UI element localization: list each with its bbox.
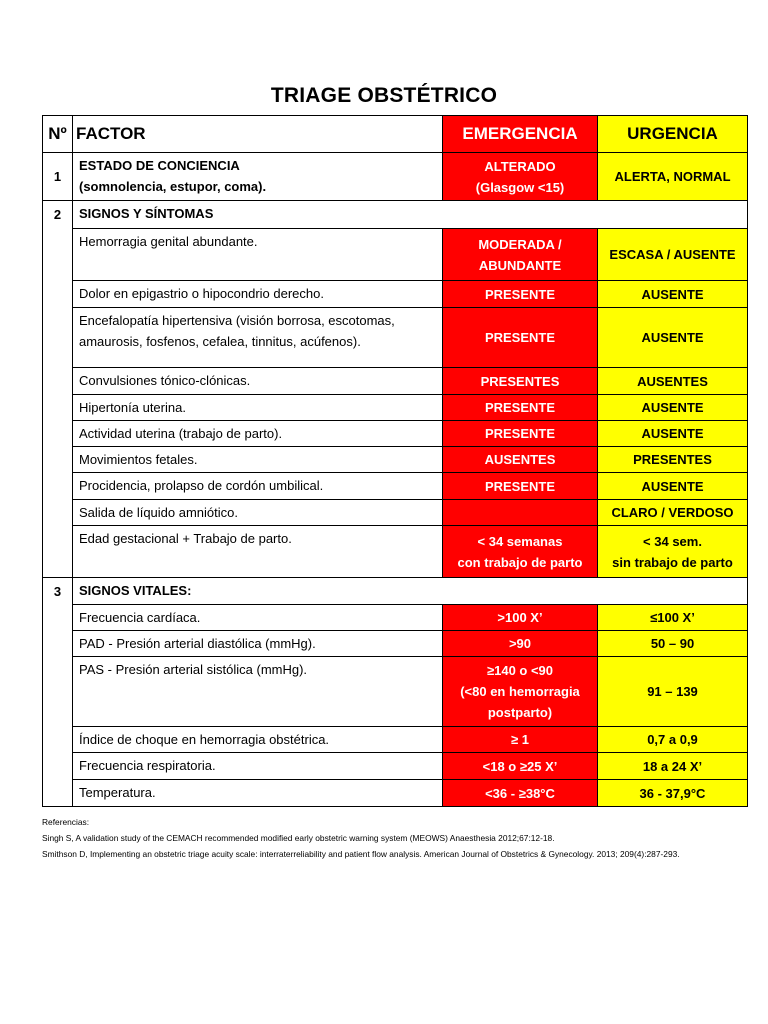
table-row bbox=[43, 368, 748, 395]
section-number: 2 bbox=[43, 201, 73, 229]
emergency-cell: <36 - ≥38°C bbox=[443, 780, 598, 807]
section-number: 1 bbox=[43, 153, 73, 201]
section-label: SIGNOS Y SÍNTOMAS bbox=[73, 201, 748, 229]
emergency-cell: AUSENTES bbox=[443, 447, 598, 473]
table-header-row bbox=[43, 116, 748, 153]
factor-cell: Encefalopatía hipertensiva (visión borrosa, escotomas, amaurosis, fosfenos, cefalea, tinnitus, acúfenos). bbox=[73, 308, 443, 368]
section-label: SIGNOS VITALES: bbox=[73, 578, 748, 605]
header-factor: FACTOR bbox=[73, 116, 443, 153]
urgency-cell: AUSENTE bbox=[598, 395, 748, 421]
emergency-cell: >100 X’ bbox=[443, 605, 598, 631]
emergency-cell: MODERADA / ABUNDANTE bbox=[443, 229, 598, 281]
table-row bbox=[43, 753, 748, 780]
urgency-line: < 34 sem. bbox=[643, 533, 702, 549]
emergency-line: con trabajo de parto bbox=[457, 554, 583, 570]
reference-item: Smithson D, Implementing an obstetric triage acuity scale: interraterreliability and patient flow analysis. American Journal of Obstetrics & Gynecology. 2013; 209(4):287-293. bbox=[42, 849, 680, 859]
factor-cell: Dolor en epigastrio o hipocondrio derecho. bbox=[73, 281, 443, 308]
factor-cell: Hemorragia genital abundante. bbox=[73, 229, 443, 281]
table-row bbox=[43, 421, 748, 447]
table-row bbox=[43, 526, 748, 578]
emergency-cell: ≥ 1 bbox=[443, 727, 598, 753]
header-urgency: URGENCIA bbox=[598, 116, 748, 153]
emergency-cell: PRESENTES bbox=[443, 368, 598, 395]
factor-cell: Convulsiones tónico-clónicas. bbox=[73, 368, 443, 395]
urgency-cell: 18 a 24 X’ bbox=[598, 753, 748, 780]
page-title: TRIAGE OBSTÉTRICO bbox=[270, 84, 498, 107]
factor-cell: Hipertonía uterina. bbox=[73, 395, 443, 421]
emergency-cell bbox=[443, 657, 598, 727]
section-number: 3 bbox=[43, 578, 73, 605]
urgency-cell: AUSENTE bbox=[598, 308, 748, 368]
emergency-line: ≥140 o <90 bbox=[486, 663, 554, 678]
table-row bbox=[43, 727, 748, 753]
factor-cell: Índice de choque en hemorragia obstétrica. bbox=[73, 727, 443, 753]
emergency-cell bbox=[443, 526, 598, 578]
urgency-cell: ESCASA / AUSENTE bbox=[598, 229, 748, 281]
section-header-row bbox=[43, 201, 748, 229]
factor-cell: Edad gestacional + Trabajo de parto. bbox=[73, 526, 443, 578]
section-header-row bbox=[43, 578, 748, 605]
emergency-line: (Glasgow <15) bbox=[475, 179, 565, 195]
emergency-cell: PRESENTE bbox=[443, 308, 598, 368]
urgency-cell: AUSENTE bbox=[598, 281, 748, 308]
emergency-line: ALTERADO bbox=[484, 158, 556, 174]
table-row bbox=[43, 229, 748, 281]
factor-line: (somnolencia, estupor, coma). bbox=[79, 179, 267, 194]
factor-line: ESTADO DE CONCIENCIA bbox=[79, 158, 240, 173]
urgency-line: sin trabajo de parto bbox=[612, 554, 733, 570]
factor-cell: Frecuencia respiratoria. bbox=[73, 753, 443, 780]
emergency-cell bbox=[443, 153, 598, 201]
table-row bbox=[43, 473, 748, 500]
urgency-cell: 50 – 90 bbox=[598, 631, 748, 657]
references-heading: Referencias: bbox=[42, 817, 90, 827]
emergency-cell: PRESENTE bbox=[443, 473, 598, 500]
urgency-cell: CLARO / VERDOSO bbox=[598, 500, 748, 526]
emergency-cell: >90 bbox=[443, 631, 598, 657]
urgency-cell: PRESENTES bbox=[598, 447, 748, 473]
header-num: Nº bbox=[43, 116, 73, 153]
emergency-cell: PRESENTE bbox=[443, 395, 598, 421]
urgency-cell: AUSENTE bbox=[598, 421, 748, 447]
reference-item: Singh S, A validation study of the CEMACH recommended modified early obstetric warning system (MEOWS) Anaesthesia 2012;67:12-18. bbox=[42, 833, 555, 843]
emergency-line: (<80 en hemorragia bbox=[460, 684, 580, 699]
emergency-cell: <18 o ≥25 X’ bbox=[443, 753, 598, 780]
urgency-cell: 0,7 a 0,9 bbox=[598, 727, 748, 753]
urgency-cell: AUSENTE bbox=[598, 473, 748, 500]
factor-cell: Procidencia, prolapso de cordón umbilical. bbox=[73, 473, 443, 500]
factor-cell: PAD - Presión arterial diastólica (mmHg). bbox=[73, 631, 443, 657]
urgency-cell: 91 – 139 bbox=[598, 657, 748, 727]
table-row bbox=[43, 281, 748, 308]
emergency-line: postparto) bbox=[487, 705, 553, 720]
table-row bbox=[43, 500, 748, 526]
table-row bbox=[43, 780, 748, 807]
header-emergency: EMERGENCIA bbox=[443, 116, 598, 153]
factor-cell: Actividad uterina (trabajo de parto). bbox=[73, 421, 443, 447]
table-row bbox=[43, 447, 748, 473]
emergency-line: < 34 semanas bbox=[477, 533, 563, 549]
urgency-cell: ALERTA, NORMAL bbox=[598, 153, 748, 201]
emergency-cell: PRESENTE bbox=[443, 281, 598, 308]
table-row bbox=[43, 657, 748, 727]
factor-cell: Movimientos fetales. bbox=[73, 447, 443, 473]
table-row bbox=[43, 631, 748, 657]
triage-table bbox=[42, 115, 748, 807]
emergency-cell bbox=[443, 500, 598, 526]
table-row bbox=[43, 395, 748, 421]
table-row bbox=[43, 308, 748, 368]
urgency-cell: 36 - 37,9°C bbox=[598, 780, 748, 807]
table-row bbox=[43, 605, 748, 631]
factor-cell: PAS - Presión arterial sistólica (mmHg). bbox=[73, 657, 443, 727]
urgency-cell: AUSENTES bbox=[598, 368, 748, 395]
factor-cell bbox=[73, 153, 443, 201]
urgency-cell bbox=[598, 526, 748, 578]
factor-cell: Frecuencia cardíaca. bbox=[73, 605, 443, 631]
factor-cell: Temperatura. bbox=[73, 780, 443, 807]
references bbox=[42, 814, 742, 862]
urgency-cell: ≤100 X’ bbox=[598, 605, 748, 631]
factor-cell: Salida de líquido amniótico. bbox=[73, 500, 443, 526]
table-row bbox=[43, 153, 748, 201]
emergency-cell: PRESENTE bbox=[443, 421, 598, 447]
